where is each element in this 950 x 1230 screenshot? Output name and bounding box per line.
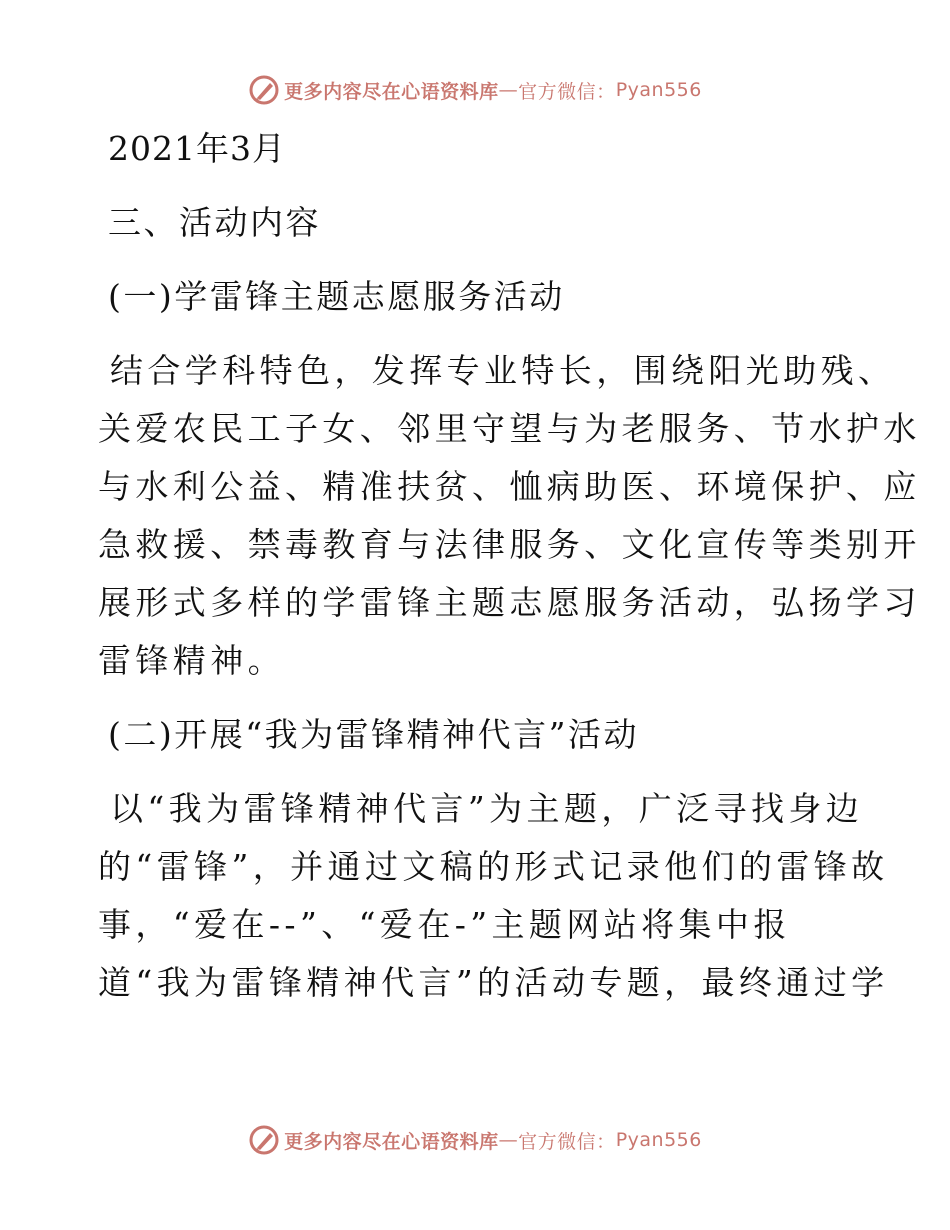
watermark-text: 更多内容尽在心语资料库 — [284, 1130, 499, 1153]
watermark-footer — [0, 1120, 950, 1160]
paragraph-2-line: 事，“爱在--”、“爱在-”主题网站将集中报 — [98, 905, 791, 944]
watermark-text: 更多内容尽在心语资料库 — [284, 80, 499, 103]
paragraph-1-line: 关爱农民工子女、邻里守望与为老服务、节水护水 — [98, 409, 921, 448]
paragraph-1-line: 与水利公益、精准扶贫、恤病助医、环境保护、应 — [98, 467, 921, 506]
watermark-label: 官方微信： — [518, 80, 616, 103]
watermark-id: Pyan556 — [615, 1129, 702, 1151]
document-body — [98, 120, 921, 1012]
paragraph-1-line: 展形式多样的学雷锋主题志愿服务活动，弘扬学习 — [98, 583, 921, 622]
subsection-title-2: (二)开展“我为雷锋精神代言”活动 — [108, 715, 639, 754]
watermark-label: 官方微信： — [518, 1130, 616, 1153]
watermark-separator: — — [498, 1129, 519, 1151]
paragraph-1-line: 急救援、禁毒教育与法律服务、文化宣传等类别开 — [98, 525, 921, 564]
watermark-id: Pyan556 — [615, 79, 702, 101]
watermark-separator: — — [498, 79, 519, 101]
paragraph-1-line: 结合学科特色，发挥专业特长，围绕阳光助残、 — [110, 351, 896, 390]
paragraph-1-line: 雷锋精神。 — [98, 641, 285, 680]
watermark-header — [0, 70, 950, 110]
document-date: 2021年3月 — [108, 129, 286, 168]
pen-logo-icon — [248, 1124, 280, 1156]
paragraph-2-line: 道“我为雷锋精神代言”的活动专题，最终通过学 — [98, 963, 889, 1002]
paragraph-2-line: 的“雷锋”，并通过文稿的形式记录他们的雷锋故 — [98, 847, 889, 886]
section-title: 三、活动内容 — [108, 203, 321, 242]
subsection-title-1: (一)学雷锋主题志愿服务活动 — [108, 277, 565, 316]
paragraph-2-line: 以“我为雷锋精神代言”为主题，广泛寻找身边 — [110, 789, 864, 828]
pen-logo-icon — [248, 74, 280, 106]
